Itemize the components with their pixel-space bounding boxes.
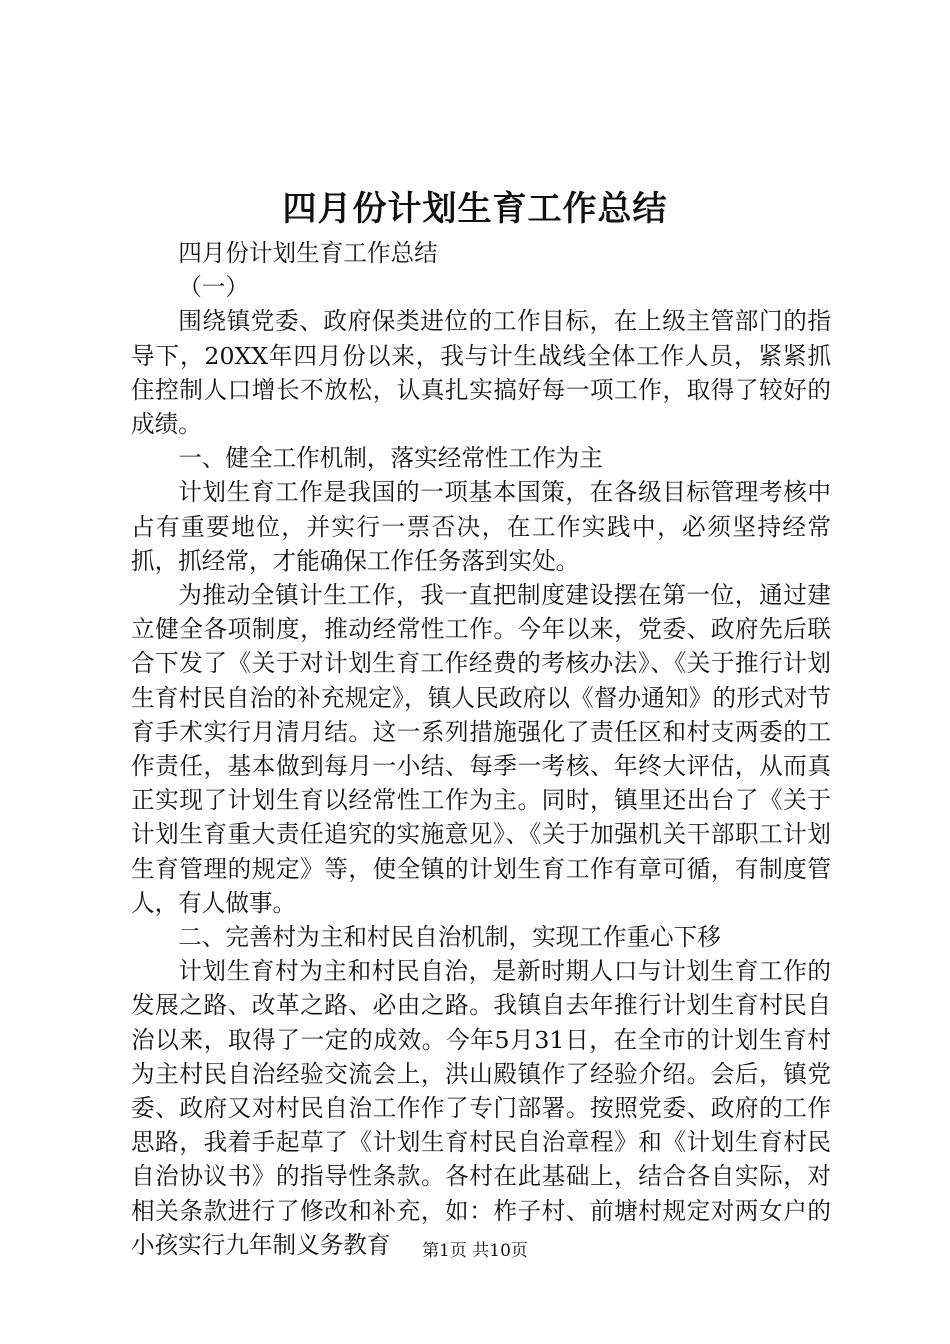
page-number-footer: 第1页 共10页 <box>422 1241 528 1261</box>
document-title: 四月份计划生育工作总结 <box>282 189 668 229</box>
heading-section-1: 一、健全工作机制，落实经常性工作为主 <box>178 444 603 473</box>
paragraph-intro: 围绕镇党委、政府保类进位的工作目标，在上级主管部门的指导下，20XX年四月份以来，我与计生战线全体工作人员，紧紧抓住控制人口增长不放松，认真扎实搞好每一项工作，取得了较好的成绩。 <box>131 307 831 439</box>
paragraph-section-2-a: 计划生育村为主和村民自治，是新时期人口与计划生育工作的发展之路、改革之路、必由之路。我镇自去年推行计划生育村民自治以来，取得了一定的成效。今年5月31日，在全市的计划生育村为主村民自治经验交流会上，洪山殿镇作了经验介绍。会后，镇党委、政府又对村民自治工作作了专门部署。按照党委、政府的工作思路，我着手起草了《计划生育村民自治章程》和《计划生育村民自治协议书》的指导性条款。各村在此基础上，结合各自实际，对相关条款进行了修改和补充，如：柞子村、前塘村规定对两女户的小孩实行九年制义务教育 <box>131 957 831 1259</box>
paragraph-section-number: （一） <box>178 273 249 302</box>
paragraph-section-1-a: 计划生育工作是我国的一项基本国策，在各级目标管理考核中占有重要地位，并实行一票否决，在工作实践中，必须坚持经常抓，抓经常，才能确保工作任务落到实处。 <box>131 478 831 575</box>
paragraph-section-1-b: 为推动全镇计生工作，我一直把制度建设摆在第一位，通过建立健全各项制度，推动经常性工作。今年以来，党委、政府先后联合下发了《关于对计划生育工作经费的考核办法》、《关于推行计划生育村民自治的补充规定》，镇人民政府以《督办通知》的形式对节育手术实行月清月结。这一系列措施强化了责任区和村支两委的工作责任，基本做到每月一小结、每季一考核、年终大评估，从而真正实现了计划生育以经常性工作为主。同时，镇里还出台了《关于计划生育重大责任追究的实施意见》、《关于加强机关干部职工计划生育管理的规定》等，使全镇的计划生育工作有章可循，有制度管人，有人做事。 <box>131 581 831 917</box>
document-body <box>131 236 831 1262</box>
heading-section-2: 二、完善村为主和村民自治机制，实现工作重心下移 <box>178 923 721 952</box>
paragraph-subtitle: 四月份计划生育工作总结 <box>178 239 438 267</box>
